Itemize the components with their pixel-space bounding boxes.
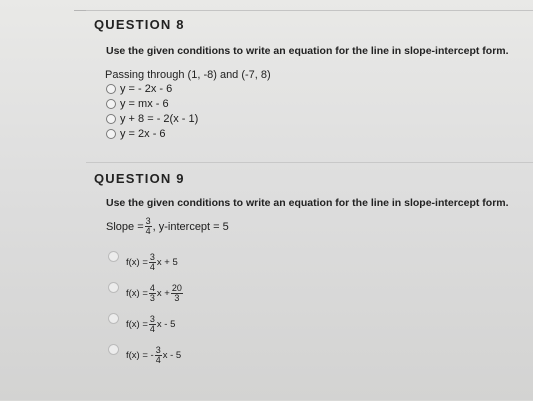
option-expression: [126, 346, 181, 365]
slope-fraction: [145, 217, 152, 236]
option-expression: [126, 284, 184, 303]
question-9-options: [108, 247, 184, 371]
question-9-block: [86, 162, 533, 401]
question-8-instruction: Use the given conditions to write an equation for the line in slope-intercept form.: [106, 45, 509, 57]
option-fraction: [149, 284, 156, 303]
option-term: x - 5: [162, 350, 182, 361]
option-prefix: f(x) =: [126, 257, 148, 268]
question-9-option-2[interactable]: [108, 278, 184, 309]
question-8-option-1[interactable]: [106, 81, 198, 96]
radio-button[interactable]: [108, 282, 119, 293]
slope-prefix: Slope =: [106, 220, 144, 233]
option-term: x - 5: [156, 319, 176, 330]
radio-button[interactable]: [106, 129, 116, 139]
option-label: y = 2x - 6: [120, 127, 166, 140]
radio-button[interactable]: [108, 251, 119, 262]
question-8-option-2[interactable]: [106, 96, 198, 111]
slope-denominator: 4: [145, 226, 151, 236]
option-fraction: [149, 253, 156, 272]
slope-numerator: 3: [145, 216, 151, 226]
fraction-numerator: 3: [155, 345, 161, 355]
fraction-numerator: 20: [171, 283, 182, 293]
fraction-denominator: 3: [149, 293, 155, 303]
option-prefix: f(x) =: [126, 319, 148, 330]
question-8-given: Passing through (1, -8) and (-7, 8): [105, 69, 271, 81]
question-9-given: [106, 217, 229, 236]
fraction-denominator: 4: [149, 262, 155, 272]
option-label: y + 8 = - 2(x - 1): [120, 112, 199, 125]
question-8-block: [86, 10, 533, 161]
option-label: y = mx - 6: [120, 97, 169, 110]
radio-button[interactable]: [108, 344, 119, 355]
option-term: x +: [156, 288, 170, 299]
question-8-heading: QUESTION 8: [94, 17, 185, 32]
fraction-denominator: 4: [155, 355, 161, 365]
question-8-option-3[interactable]: [106, 111, 198, 126]
question-8-option-4[interactable]: [106, 126, 198, 141]
option-fraction: [149, 315, 156, 334]
radio-button[interactable]: [106, 99, 116, 109]
option-prefix: f(x) = -: [126, 350, 154, 361]
question-9-option-4[interactable]: [108, 340, 184, 371]
option-prefix: f(x) =: [126, 288, 148, 299]
option-label: y = - 2x - 6: [120, 82, 173, 95]
fraction-numerator: 4: [149, 283, 155, 293]
question-9-option-1[interactable]: [108, 247, 184, 278]
fraction-denominator: 3: [174, 293, 180, 303]
fraction-numerator: 3: [149, 252, 155, 262]
radio-button[interactable]: [108, 313, 119, 324]
fraction-denominator: 4: [149, 324, 155, 334]
fraction-numerator: 3: [149, 314, 155, 324]
option-expression: [126, 315, 175, 334]
question-9-instruction: Use the given conditions to write an equation for the line in slope-intercept form.: [106, 197, 509, 209]
question-9-heading: QUESTION 9: [94, 171, 185, 186]
option-fraction-2: [171, 284, 183, 303]
radio-button[interactable]: [106, 114, 116, 124]
radio-button[interactable]: [106, 84, 116, 94]
option-fraction: [155, 346, 162, 365]
option-term: x + 5: [156, 257, 178, 268]
question-8-options: [106, 81, 198, 141]
option-expression: [126, 253, 178, 272]
question-9-option-3[interactable]: [108, 309, 184, 340]
slope-suffix: , y-intercept = 5: [152, 220, 229, 233]
